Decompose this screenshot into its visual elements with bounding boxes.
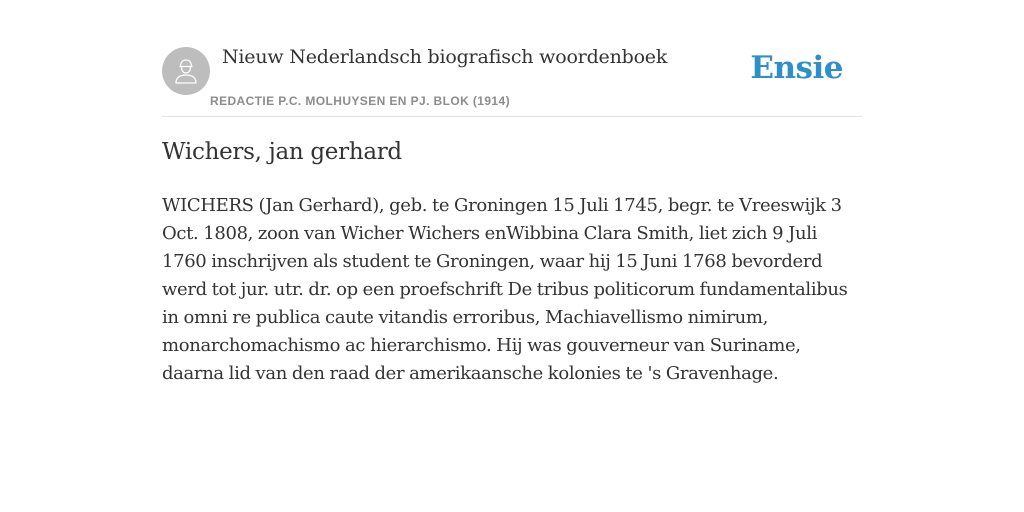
book-title[interactable]: Nieuw Nederlandsch biografisch woordenboek (222, 46, 668, 68)
entry-title: Wichers, jan gerhard (162, 139, 402, 165)
entry-body: WICHERS (Jan Gerhard), geb. te Groningen 15 Juli 1745, begr. te Vreeswijk 3 Oct. 1808, zoon van Wicher Wichers enWibbina Clara Smith, liet zich 9 Juli 1760 inschrijven als student te Groningen, waar hij 15 Juni 1768 bevorderd werd tot jur. utr. dr. op een proefschrift De tribus politicorum fundamentalibus in omni re publica caute vitandis erroribus, Machiavellismo nimirum, monarchomachismo ac hierarchismo. Hij was gouverneur van Suriname, daarna lid van den raad der amerikaansche kolonies te 's Gravenhage. (162, 195, 848, 384)
editors-line: REDACTIE P.C. MOLHUYSEN EN PJ. BLOK (1914) (210, 94, 510, 108)
avatar[interactable] (162, 47, 210, 95)
ensie-logo[interactable]: Ensie (750, 50, 843, 86)
entry-card (162, 0, 862, 384)
source-header (162, 0, 862, 117)
user-icon (173, 57, 199, 85)
